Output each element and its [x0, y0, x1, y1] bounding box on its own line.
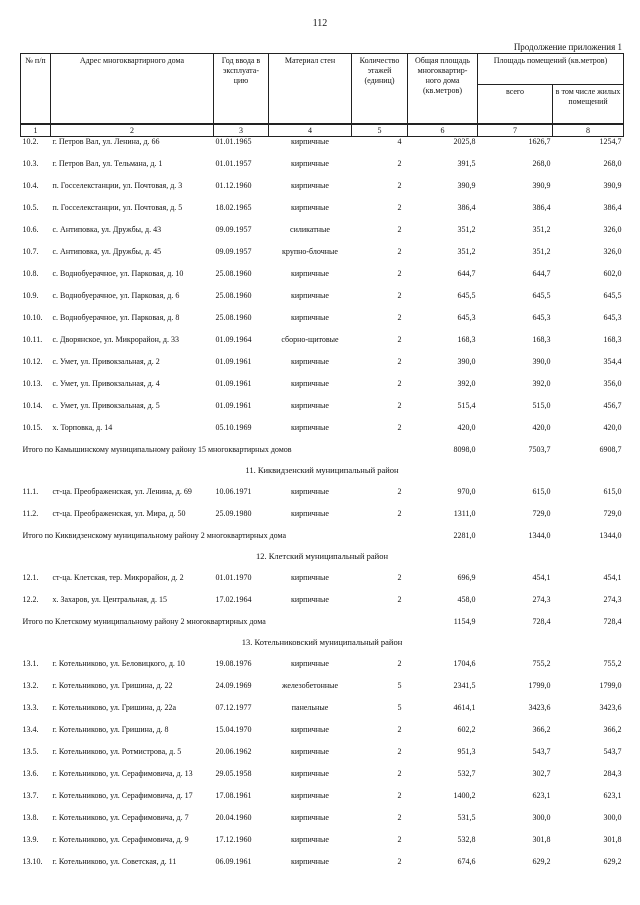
row-number: 13.1.: [22, 659, 39, 668]
row-total-area: 970,0: [457, 487, 476, 496]
row-total-area: 392,0: [457, 379, 476, 388]
row-year: 25.09.1980: [215, 509, 252, 518]
row-number: 13.8.: [22, 813, 39, 822]
row-address: ст-ца. Преображенская, ул. Мира, д. 50: [52, 509, 186, 518]
row-year: 01.01.1965: [215, 137, 252, 146]
row-area-all: 515,0: [532, 401, 551, 410]
row-floors: 2: [397, 247, 402, 256]
row-year: 09.09.1957: [215, 247, 252, 256]
row-material: кирпичные: [291, 203, 329, 212]
row-address: г. Котельниково, ул. Серафимовича, д. 17: [52, 791, 193, 800]
header-num: № п/п: [21, 54, 51, 125]
row-number: 10.6.: [22, 225, 39, 234]
row-year: 17.12.1960: [215, 835, 252, 844]
subtotal-row: [21, 617, 624, 637]
housing-table: [20, 53, 624, 879]
row-floors: 2: [397, 487, 402, 496]
table-row: [21, 335, 624, 357]
row-area-all: 755,2: [532, 659, 551, 668]
col-number: 6: [408, 124, 478, 137]
row-area-all: 615,0: [532, 487, 551, 496]
row-area-living: 623,1: [603, 791, 622, 800]
row-material: силикатные: [290, 225, 330, 234]
row-area-all: 392,0: [532, 379, 551, 388]
row-total-area: 532,8: [457, 835, 476, 844]
row-area-living: 326,0: [603, 247, 622, 256]
row-number: 13.6.: [22, 769, 39, 778]
row-total-area: 2341,5: [453, 681, 476, 690]
table-row: [21, 659, 624, 681]
row-material: кирпичные: [291, 769, 329, 778]
row-number: 10.9.: [22, 291, 39, 300]
row-area-living: 354,4: [603, 357, 622, 366]
row-area-living: 356,0: [603, 379, 622, 388]
row-area-all: 645,5: [532, 291, 551, 300]
row-number: 10.10.: [22, 313, 43, 322]
subtotal-label: Итого по Клетскому муниципальному району 2 многоквартирных дома: [22, 617, 266, 626]
row-floors: 2: [397, 335, 402, 344]
row-total-area: 674,6: [457, 857, 476, 866]
row-material: кирпичные: [291, 313, 329, 322]
row-number: 13.2.: [22, 681, 39, 690]
row-area-all: 3423,6: [528, 703, 551, 712]
header-living: в том числе жилых помещений: [553, 85, 624, 125]
row-total-area: 458,0: [457, 595, 476, 604]
row-year: 01.09.1964: [215, 335, 252, 344]
row-year: 20.06.1962: [215, 747, 252, 756]
row-number: 10.3.: [22, 159, 39, 168]
row-area-living: 326,0: [603, 225, 622, 234]
row-floors: 2: [397, 291, 402, 300]
section-title: 11. Киквидзенский муниципальный район: [245, 465, 399, 475]
section-row: [21, 465, 624, 487]
row-number: 10.7.: [22, 247, 39, 256]
subtotal-label: Итого по Киквидзенскому муниципальному району 2 многоквартирных дома: [22, 531, 287, 540]
row-address: п. Госселекстанции, ул. Почтовая, д. 3: [52, 181, 183, 190]
row-year: 17.02.1964: [215, 595, 252, 604]
row-material: кирпичные: [291, 857, 329, 866]
row-number: 10.4.: [22, 181, 39, 190]
row-year: 06.09.1961: [215, 857, 252, 866]
row-material: кирпичные: [291, 137, 329, 146]
row-area-living: 615,0: [603, 487, 622, 496]
table-row: [21, 835, 624, 857]
row-year: 01.01.1957: [215, 159, 252, 168]
row-year: 25.08.1960: [215, 313, 252, 322]
row-area-living: 390,9: [603, 181, 622, 190]
row-area-living: 543,7: [603, 747, 622, 756]
row-area-all: 729,0: [532, 509, 551, 518]
row-year: 01.12.1960: [215, 181, 252, 190]
row-floors: 2: [397, 769, 402, 778]
row-area-all: 645,3: [532, 313, 551, 322]
table-row: [21, 137, 624, 160]
row-area-all: 390,9: [532, 181, 551, 190]
row-total-area: 532,7: [457, 769, 476, 778]
row-floors: 2: [397, 813, 402, 822]
row-material: кирпичные: [291, 725, 329, 734]
row-area-all: 390,0: [532, 357, 551, 366]
table-row: [21, 159, 624, 181]
row-area-all: 1799,0: [528, 681, 551, 690]
row-address: с. Воднобуерачное, ул. Парковая, д. 8: [52, 313, 180, 322]
row-address: г. Котельниково, ул. Советская, д. 11: [52, 857, 177, 866]
row-material: сборно-щитовые: [281, 335, 339, 344]
row-area-all: 543,7: [532, 747, 551, 756]
row-address: г. Петров Вал, ул. Тельмана, д. 1: [52, 159, 163, 168]
table-row: [21, 181, 624, 203]
row-area-all: 168,3: [532, 335, 551, 344]
row-number: 11.1.: [22, 487, 39, 496]
row-number: 10.8.: [22, 269, 39, 278]
row-floors: 2: [397, 159, 402, 168]
section-row: [21, 551, 624, 573]
row-material: кирпичные: [291, 659, 329, 668]
col-number: 8: [553, 124, 624, 137]
subtotal-area-all: 7503,7: [528, 445, 551, 454]
row-area-living: 301,8: [603, 835, 622, 844]
row-floors: 2: [397, 659, 402, 668]
row-area-living: 268,0: [603, 159, 622, 168]
row-area-living: 755,2: [603, 659, 622, 668]
row-area-all: 351,2: [532, 247, 551, 256]
row-floors: 2: [397, 401, 402, 410]
subtotal-area-living: 6908,7: [599, 445, 622, 454]
row-floors: 2: [397, 791, 402, 800]
header-address: Адрес многоквартирного дома: [51, 54, 214, 125]
row-number: 10.14.: [22, 401, 43, 410]
row-floors: 2: [397, 747, 402, 756]
table-row: [21, 379, 624, 401]
row-area-living: 300,0: [603, 813, 622, 822]
row-number: 13.7.: [22, 791, 39, 800]
row-area-living: 386,4: [603, 203, 622, 212]
subtotal-label: Итого по Камышинскому муниципальному району 15 многоквартирных домов: [22, 445, 292, 454]
row-area-all: 644,7: [532, 269, 551, 278]
row-year: 01.09.1961: [215, 401, 252, 410]
row-total-area: 351,2: [457, 225, 476, 234]
row-address: г. Котельниково, ул. Гришина, д. 22а: [52, 703, 177, 712]
row-area-living: 629,2: [603, 857, 622, 866]
subtotal-total-area: 8098,0: [453, 445, 476, 454]
row-number: 12.1.: [22, 573, 39, 582]
row-total-area: 531,5: [457, 813, 476, 822]
row-address: х. Захаров, ул. Центральная, д. 15: [52, 595, 167, 604]
row-year: 01.09.1961: [215, 379, 252, 388]
row-address: г. Котельниково, ул. Серафимовича, д. 9: [52, 835, 189, 844]
row-number: 13.10.: [22, 857, 43, 866]
row-area-all: 302,7: [532, 769, 551, 778]
row-address: с. Антиповка, ул. Дружбы, д. 43: [52, 225, 162, 234]
row-total-area: 386,4: [457, 203, 476, 212]
row-material: кирпичные: [291, 423, 329, 432]
row-total-area: 515,4: [457, 401, 476, 410]
row-total-area: 1400,2: [453, 791, 476, 800]
table-row: [21, 703, 624, 725]
row-total-area: 391,5: [457, 159, 476, 168]
row-floors: 2: [397, 573, 402, 582]
row-total-area: 645,3: [457, 313, 476, 322]
row-material: кирпичные: [291, 509, 329, 518]
row-floors: 2: [397, 423, 402, 432]
row-total-area: 1704,6: [453, 659, 476, 668]
table-row: [21, 813, 624, 835]
row-year: 10.06.1971: [215, 487, 252, 496]
table-row: [21, 725, 624, 747]
row-address: с. Умет, ул. Привокзальная, д. 2: [52, 357, 160, 366]
row-material: кирпичные: [291, 595, 329, 604]
row-material: кирпичные: [291, 401, 329, 410]
row-material: кирпичные: [291, 291, 329, 300]
page-number: 112: [312, 18, 328, 29]
table-row: [21, 747, 624, 769]
row-total-area: 602,2: [457, 725, 476, 734]
row-address: ст-ца. Клетская, тер. Микрорайон, д. 2: [52, 573, 184, 582]
row-address: с. Дворянское, ул. Микрорайон, д. 33: [52, 335, 179, 344]
row-total-area: 390,9: [457, 181, 476, 190]
header-rooms-area: Площадь помещений (кв.метров): [478, 54, 624, 85]
header-all: всего: [478, 85, 553, 125]
row-number: 12.2.: [22, 595, 39, 604]
row-number: 13.3.: [22, 703, 39, 712]
row-total-area: 351,2: [457, 247, 476, 256]
row-year: 09.09.1957: [215, 225, 252, 234]
row-number: 13.5.: [22, 747, 39, 756]
header-material: Материал стен: [269, 54, 352, 125]
row-address: г. Котельниково, ул. Гришина, д. 22: [52, 681, 173, 690]
row-address: с. Воднобуерачное, ул. Парковая, д. 10: [52, 269, 184, 278]
row-material: кирпичные: [291, 813, 329, 822]
row-year: 20.04.1960: [215, 813, 252, 822]
table-row: [21, 313, 624, 335]
subtotal-area-all: 728,4: [532, 617, 551, 626]
row-address: х. Торповка, д. 14: [52, 423, 113, 432]
row-number: 10.13.: [22, 379, 43, 388]
row-total-area: 390,0: [457, 357, 476, 366]
table-row: [21, 247, 624, 269]
row-total-area: 696,9: [457, 573, 476, 582]
table-row: [21, 291, 624, 313]
row-floors: 2: [397, 203, 402, 212]
row-floors: 2: [397, 379, 402, 388]
row-floors: 5: [397, 703, 402, 712]
row-area-all: 1626,7: [528, 137, 551, 146]
row-address: г. Котельниково, ул. Серафимовича, д. 7: [52, 813, 189, 822]
row-number: 10.12.: [22, 357, 43, 366]
row-material: кирпичные: [291, 573, 329, 582]
row-floors: 2: [397, 181, 402, 190]
subtotal-row: [21, 531, 624, 551]
row-material: панельные: [291, 703, 329, 712]
row-floors: 2: [397, 313, 402, 322]
row-area-all: 274,3: [532, 595, 551, 604]
col-number: 7: [478, 124, 553, 137]
row-address: г. Петров Вал, ул. Ленина, д. 66: [52, 137, 160, 146]
row-floors: 2: [397, 857, 402, 866]
row-year: 18.02.1965: [215, 203, 252, 212]
table-row: [21, 857, 624, 879]
subtotal-total-area: 1154,9: [453, 617, 476, 626]
row-year: 19.08.1976: [215, 659, 252, 668]
row-area-living: 729,0: [603, 509, 622, 518]
row-address: г. Котельниково, ул. Гришина, д. 8: [52, 725, 169, 734]
row-area-living: 420,0: [603, 423, 622, 432]
row-area-living: 645,3: [603, 313, 622, 322]
table-row: [21, 269, 624, 291]
row-material: кирпичные: [291, 791, 329, 800]
header-total-area: Общая площадь многоквартир- ного дома (кв.метров): [408, 54, 478, 125]
row-year: 25.08.1960: [215, 291, 252, 300]
row-number: 10.11.: [22, 335, 43, 344]
row-area-living: 1254,7: [599, 137, 622, 146]
row-floors: 2: [397, 357, 402, 366]
row-number: 10.2.: [22, 137, 39, 146]
table-row: [21, 573, 624, 595]
row-area-all: 301,8: [532, 835, 551, 844]
row-floors: 2: [397, 835, 402, 844]
col-number: 1: [21, 124, 51, 137]
col-number: 4: [269, 124, 352, 137]
row-year: 15.04.1970: [215, 725, 252, 734]
row-total-area: 644,7: [457, 269, 476, 278]
subtotal-area-living: 1344,0: [599, 531, 622, 540]
row-area-all: 454,1: [532, 573, 551, 582]
row-address: ст-ца. Преображенская, ул. Ленина, д. 69: [52, 487, 192, 496]
row-total-area: 1311,0: [453, 509, 476, 518]
subtotal-area-living: 728,4: [603, 617, 622, 626]
row-address: п. Госселекстанции, ул. Почтовая, д. 5: [52, 203, 183, 212]
row-area-all: 386,4: [532, 203, 551, 212]
row-floors: 2: [397, 595, 402, 604]
row-area-all: 300,0: [532, 813, 551, 822]
table-body: [21, 137, 624, 880]
row-address: с. Умет, ул. Привокзальная, д. 5: [52, 401, 160, 410]
table-row: [21, 681, 624, 703]
row-material: кирпичные: [291, 835, 329, 844]
row-year: 29.05.1958: [215, 769, 252, 778]
table-row: [21, 791, 624, 813]
col-number: 3: [214, 124, 269, 137]
row-total-area: 168,3: [457, 335, 476, 344]
row-year: 01.09.1961: [215, 357, 252, 366]
section-row: [21, 637, 624, 659]
row-area-all: 420,0: [532, 423, 551, 432]
row-area-all: 623,1: [532, 791, 551, 800]
row-year: 25.08.1960: [215, 269, 252, 278]
row-area-living: 274,3: [603, 595, 622, 604]
row-floors: 2: [397, 725, 402, 734]
row-area-living: 3423,6: [599, 703, 622, 712]
row-material: кирпичные: [291, 487, 329, 496]
row-floors: 5: [397, 681, 402, 690]
row-year: 01.01.1970: [215, 573, 252, 582]
row-total-area: 951,3: [457, 747, 476, 756]
subtotal-row: [21, 445, 624, 465]
row-address: с. Воднобуерачное, ул. Парковая, д. 6: [52, 291, 180, 300]
row-floors: 2: [397, 509, 402, 518]
row-area-all: 366,2: [532, 725, 551, 734]
row-number: 11.2.: [22, 509, 39, 518]
row-floors: 4: [397, 137, 402, 146]
row-material: крупно-блочные: [282, 247, 338, 256]
row-area-all: 351,2: [532, 225, 551, 234]
row-year: 07.12.1977: [215, 703, 252, 712]
table-row: [21, 769, 624, 791]
row-area-living: 1799,0: [599, 681, 622, 690]
row-material: кирпичные: [291, 747, 329, 756]
row-year: 05.10.1969: [215, 423, 252, 432]
row-address: г. Котельниково, ул. Ротмистрова, д. 5: [52, 747, 182, 756]
row-year: 24.09.1969: [215, 681, 252, 690]
row-area-all: 629,2: [532, 857, 551, 866]
section-title: 13. Котельниковский муниципальный район: [241, 637, 403, 647]
row-area-living: 602,0: [603, 269, 622, 278]
row-area-living: 454,1: [603, 573, 622, 582]
subtotal-total-area: 2281,0: [453, 531, 476, 540]
table-row: [21, 423, 624, 445]
table-row: [21, 509, 624, 531]
row-material: кирпичные: [291, 181, 329, 190]
row-number: 10.5.: [22, 203, 39, 212]
row-address: г. Котельниково, ул. Беловицкого, д. 10: [52, 659, 185, 668]
table-row: [21, 225, 624, 247]
row-area-living: 645,5: [603, 291, 622, 300]
section-title: 12. Клетский муниципальный район: [255, 551, 389, 561]
row-address: г. Котельниково, ул. Серафимовича, д. 13: [52, 769, 193, 778]
header-floors: Количество этажей (единиц): [352, 54, 408, 125]
row-material: кирпичные: [291, 159, 329, 168]
row-address: с. Антиповка, ул. Дружбы, д. 45: [52, 247, 162, 256]
table-row: [21, 203, 624, 225]
row-area-living: 284,3: [603, 769, 622, 778]
subtotal-area-all: 1344,0: [528, 531, 551, 540]
table-row: [21, 595, 624, 617]
table-row: [21, 401, 624, 423]
row-material: кирпичные: [291, 357, 329, 366]
row-area-all: 268,0: [532, 159, 551, 168]
row-total-area: 645,5: [457, 291, 476, 300]
row-material: железобетонные: [281, 681, 339, 690]
row-number: 13.4.: [22, 725, 39, 734]
continuation-note: Продолжение приложения 1: [513, 42, 622, 52]
col-number: 5: [352, 124, 408, 137]
row-material: кирпичные: [291, 269, 329, 278]
row-area-living: 456,7: [603, 401, 622, 410]
row-number: 10.15.: [22, 423, 43, 432]
row-floors: 2: [397, 225, 402, 234]
row-total-area: 4614,1: [453, 703, 476, 712]
row-material: кирпичные: [291, 379, 329, 388]
row-floors: 2: [397, 269, 402, 278]
header-year: Год ввода в эксплуата- цию: [214, 54, 269, 125]
table-row: [21, 487, 624, 509]
row-year: 17.08.1961: [215, 791, 252, 800]
row-total-area: 420,0: [457, 423, 476, 432]
row-area-living: 168,3: [603, 335, 622, 344]
row-total-area: 2025,8: [453, 137, 476, 146]
col-number: 2: [51, 124, 214, 137]
row-area-living: 366,2: [603, 725, 622, 734]
table-row: [21, 357, 624, 379]
row-address: с. Умет, ул. Привокзальная, д. 4: [52, 379, 160, 388]
row-number: 13.9.: [22, 835, 39, 844]
